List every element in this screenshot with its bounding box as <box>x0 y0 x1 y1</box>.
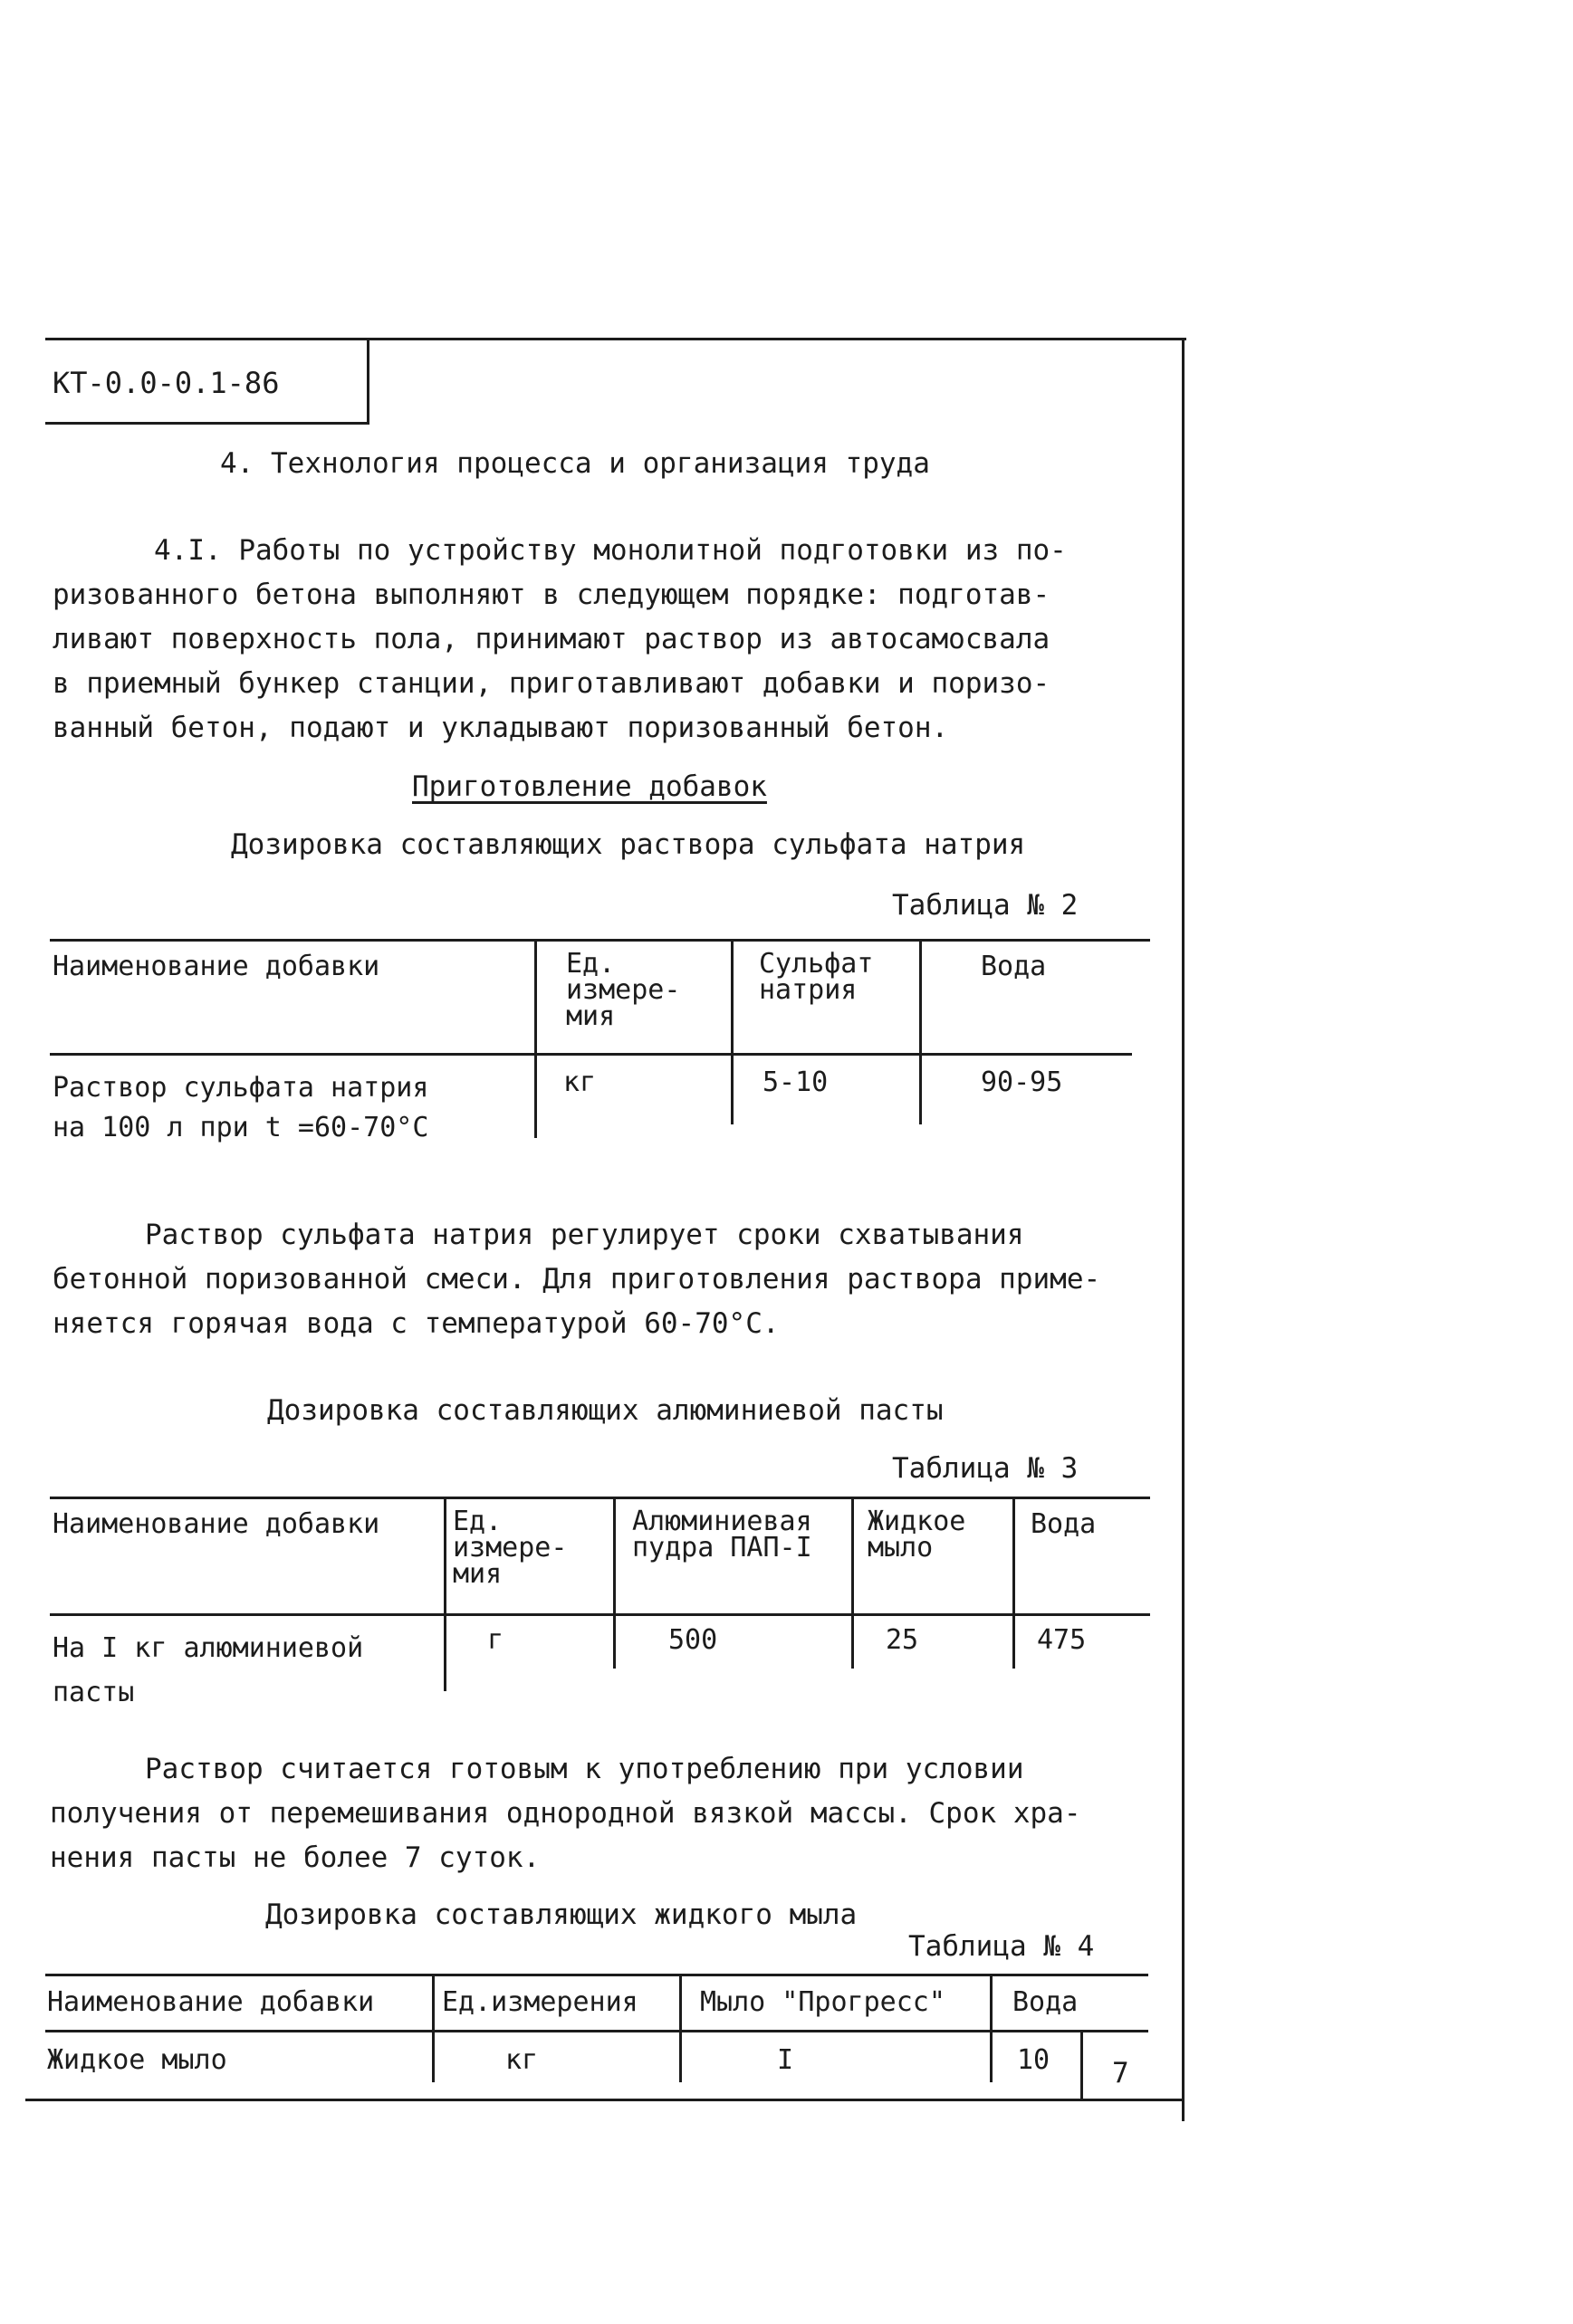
page-number: 7 <box>1112 2057 1129 2090</box>
frame-bottom-line <box>25 2099 1185 2101</box>
paragraph-line: 4.I. Работы по устройству монолитной подготовки из по- <box>154 534 1067 567</box>
table3-row-soap: 25 <box>886 1624 919 1656</box>
table2-header-border <box>50 1053 1132 1056</box>
table2-col-divider <box>731 939 734 1124</box>
table4-col-divider <box>990 1974 993 2082</box>
table4-title: Дозировка составляющих жидкого мыла <box>265 1898 858 1931</box>
table3-col-divider <box>1012 1497 1015 1669</box>
table3-title: Дозировка составляющих алюминиевой пасты <box>267 1394 944 1427</box>
table3-col-divider <box>851 1497 854 1669</box>
table2-col-divider <box>919 939 922 1124</box>
paragraph-line: в приемный бункер станции, приготавливают добавки и поризо- <box>53 667 1050 700</box>
paragraph-line: ванный бетон, подают и укладывают поризованный бетон. <box>53 712 949 744</box>
paragraph-line: бетонной поризованной смеси. Для приготовления раствора приме- <box>53 1263 1101 1296</box>
table4-col-divider <box>1080 2032 1083 2100</box>
table3-row-unit: г <box>487 1624 504 1656</box>
table3-row-aluminum: 500 <box>668 1624 718 1656</box>
table4-header-water: Вода <box>1012 1986 1079 2018</box>
table3-col-divider <box>613 1497 616 1669</box>
subheading-additives: Приготовление добавок <box>412 770 767 803</box>
table2-row-name: Раствор сульфата натрия на 100 л при t =60-70°С <box>53 1072 429 1143</box>
paragraph-line: Раствор сульфата натрия регулирует сроки схватывания <box>145 1219 1024 1251</box>
table3-header-soap: Жидкое мыло <box>868 1506 966 1564</box>
table3-header-aluminum: Алюминиевая пудра ПАП-I <box>632 1506 812 1564</box>
table3-header-water: Вода <box>1031 1508 1097 1540</box>
table2-header-sulfate: Сульфат натрия <box>759 948 874 1006</box>
table2-title: Дозировка составляющих раствора сульфата натрия <box>231 828 1026 861</box>
table2-header-name: Наименование добавки <box>53 951 380 982</box>
paragraph-line: нения пасты не более 7 суток. <box>50 1841 541 1874</box>
table3-label: Таблица № 3 <box>892 1452 1079 1485</box>
paragraph-line: няется горячая вода с температурой 60-70°С. <box>53 1307 780 1340</box>
table2-row-sulfate: 5-10 <box>763 1066 829 1098</box>
table2-header-unit: Ед. измере- мия <box>566 948 681 1032</box>
paragraph-line: получения от перемешивания однородной вязкой массы. Срок хра- <box>50 1797 1081 1830</box>
table4-header-soap: Мыло "Прогресс" <box>700 1986 945 2018</box>
frame-top-line <box>45 338 1186 340</box>
table2-header-water: Вода <box>981 951 1047 982</box>
table2-top-border <box>50 939 1150 942</box>
table4-row-water: 10 <box>1017 2044 1050 2076</box>
code-box-right-line <box>367 338 369 424</box>
table4-row-soap: I <box>777 2044 794 2076</box>
table2-col-divider <box>534 939 537 1138</box>
table4-col-divider <box>679 1974 682 2082</box>
table4-label: Таблица № 4 <box>908 1930 1095 1963</box>
paragraph-line: ризованного бетона выполняют в следующем порядке: подготав- <box>53 579 1050 611</box>
table3-row-water: 475 <box>1037 1624 1087 1656</box>
table4-header-unit: Ед.измерения <box>442 1986 638 2018</box>
table3-header-unit: Ед. измере- мия <box>453 1506 568 1590</box>
frame-right-line <box>1182 338 1185 2121</box>
table2-row-water: 90-95 <box>981 1066 1063 1098</box>
table3-header-name: Наименование добавки <box>53 1508 380 1540</box>
table3-row-name: На I кг алюминиевой пасты <box>53 1632 364 1708</box>
table4-header-border <box>45 2030 1148 2032</box>
table3-header-border <box>50 1613 1150 1616</box>
document-code: КТ-0.0-0.1-86 <box>53 366 280 400</box>
table2-row-unit: кг <box>563 1066 597 1098</box>
table2-label: Таблица № 2 <box>892 889 1079 922</box>
table4-top-border <box>45 1974 1148 1976</box>
table4-row-name: Жидкое мыло <box>47 2044 227 2076</box>
table4-row-unit: кг <box>505 2044 539 2076</box>
table4-col-divider <box>432 1974 435 2082</box>
section-title: 4. Технология процесса и организация труда <box>220 447 930 480</box>
code-box-bottom-line <box>45 422 369 425</box>
paragraph-line: Раствор считается готовым к употреблению при условии <box>145 1753 1024 1785</box>
table4-header-name: Наименование добавки <box>47 1986 375 2018</box>
table3-col-divider <box>444 1497 446 1691</box>
table3-top-border <box>50 1497 1150 1499</box>
paragraph-line: ливают поверхность пола, принимают раствор из автосамосвала <box>53 623 1050 655</box>
